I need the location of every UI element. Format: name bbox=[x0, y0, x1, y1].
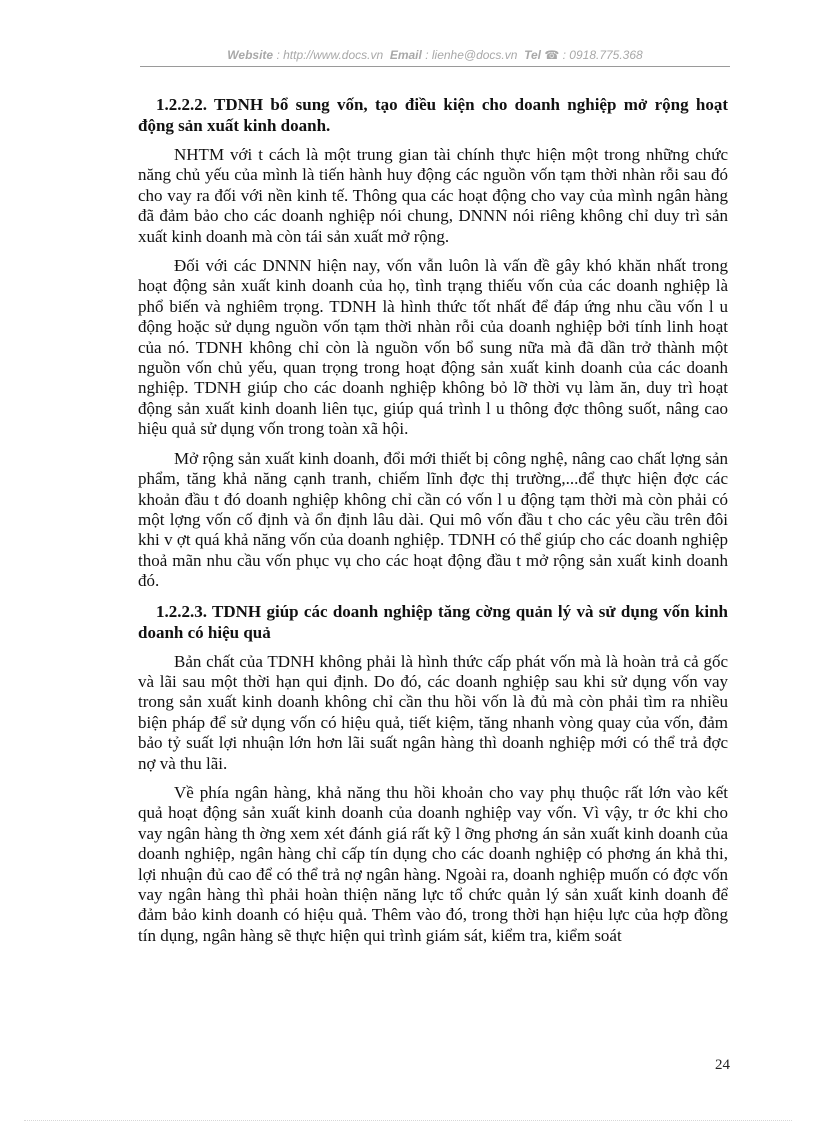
page-number: 24 bbox=[715, 1057, 730, 1073]
header-divider bbox=[140, 66, 730, 67]
page-header bbox=[140, 48, 730, 62]
email-value: : lienhe@docs.vn bbox=[425, 48, 518, 62]
paragraph: NHTM với t cách là một trung gian tài chính thực hiện một trong những chức năng chủ yếu của mình là tiến hành huy động các nguồn vốn tạm thời nhàn rỗi sau đó cho vay ra đối với nền kinh tế. Thông qua các hoạt động cho vay của mình ngân hàng đã đảm bảo cho các doanh nghiệp nói chung, DNNN nói riêng không chỉ duy trì sản xuất kinh doanh mà còn tái sản xuất mở rộng. bbox=[138, 145, 728, 246]
website-value: : http://www.docs.vn bbox=[276, 48, 384, 62]
section-1-2-2-3 bbox=[138, 601, 728, 947]
footer-divider bbox=[24, 1120, 792, 1121]
document-body bbox=[138, 94, 728, 955]
tel-value: ☎ : 0918.775.368 bbox=[544, 48, 643, 62]
section-1-2-2-2 bbox=[138, 94, 728, 592]
website-label: Website bbox=[227, 48, 274, 62]
paragraph: Đối với các DNNN hiện nay, vốn vẫn luôn là vấn đề gây khó khăn nhất trong hoạt động sản xuất kinh doanh của họ, tình trạng thiếu vốn của các doanh nghiệp là phổ biến và nghiêm trọng. TDNH là hình thức tốt nhất để đáp ứng nhu cầu vốn l u động hoặc sử dụng nguồn vốn tạm thời nhàn rỗi của doanh nghiệp bởi tính linh hoạt của nó. TDNH không chỉ còn là nguồn vốn bổ sung nữa mà đã dần trở thành một nguồn vốn chủ yếu, quan trọng trong hoạt động sản xuất kinh doanh của các doanh nghiệp. TDNH giúp cho các doanh nghiệp không bỏ lỡ thời vụ làm ăn, duy trì hoạt động sản xuất kinh doanh liên tục, giúp quá trình l u thông đợc thông suốt, nâng cao hiệu quả sử dụng vốn trong toàn xã hội. bbox=[138, 256, 728, 439]
section-heading: 1.2.2.3. TDNH giúp các doanh nghiệp tăng cờng quản lý và sử dụng vốn kinh doanh có hiệu quả bbox=[138, 601, 728, 642]
paragraph: Bản chất của TDNH không phải là hình thức cấp phát vốn mà là hoàn trả cả gốc và lãi sau một thời hạn qui định. Do đó, các doanh nghiệp sau khi sử dụng vốn vay trong sản xuất kinh doanh không chỉ cần thu hồi vốn là đủ mà còn phải tìm ra nhiều biện pháp để sử dụng vốn có hiệu quả, tiết kiệm, tăng nhanh vòng quay của vốn, đảm bảo tỷ suất lợi nhuận lớn hơn lãi suất ngân hàng thì doanh nghiệp mới có thể trả đợc nợ và thu lãi. bbox=[138, 651, 728, 773]
section-heading: 1.2.2.2. TDNH bổ sung vốn, tạo điều kiện cho doanh nghiệp mở rộng hoạt động sản xuất kinh doanh. bbox=[138, 95, 728, 135]
paragraph: Mở rộng sản xuất kinh doanh, đổi mới thiết bị công nghệ, nâng cao chất lợng sản phẩm, tăng khả năng cạnh tranh, chiếm lĩnh đợc thị trường,...để thực hiện đợc các khoản đầu t đó doanh nghiệp không chỉ cần có vốn l u động tạm thời mà còn phải có một lợng vốn cố định và ổn định lâu dài. Qui mô vốn đầu t cho các yêu cầu trên đôi khi v ợt quá khả năng vốn của doanh nghiệp. TDNH có thể giúp cho các doanh nghiệp thoả mãn nhu cầu vốn phục vụ cho các hoạt động đầu t mở rộng sản xuất kinh doanh đó. bbox=[138, 448, 728, 591]
paragraph: Về phía ngân hàng, khả năng thu hồi khoản cho vay phụ thuộc rất lớn vào kết quả hoạt động sản xuất kinh doanh của doanh nghiệp vay vốn. Vì vậy, tr ớc khi cho vay ngân hàng th ờng xem xét đánh giá rất kỹ l ỡng phơng án sản xuất kinh doanh của doanh nghiệp, ngân hàng chỉ cấp tín dụng cho các doanh nghiệp có phơng án khả thi, lợi nhuận đủ cao để có thể trả nợ ngân hàng. Ngoài ra, doanh nghiệp muốn có đợc vốn vay ngân hàng thì phải hoàn thiện năng lực tổ chức quản lý sản xuất kinh doanh để đảm bảo kinh doanh có hiệu quả. Thêm vào đó, trong thời hạn hiệu lực của hợp đồng tín dụng, ngân hàng sẽ thực hiện qui trình giám sát, kiểm tra, kiểm soát bbox=[138, 782, 728, 945]
email-label: Email bbox=[389, 48, 422, 62]
tel-label: Tel bbox=[524, 48, 541, 62]
